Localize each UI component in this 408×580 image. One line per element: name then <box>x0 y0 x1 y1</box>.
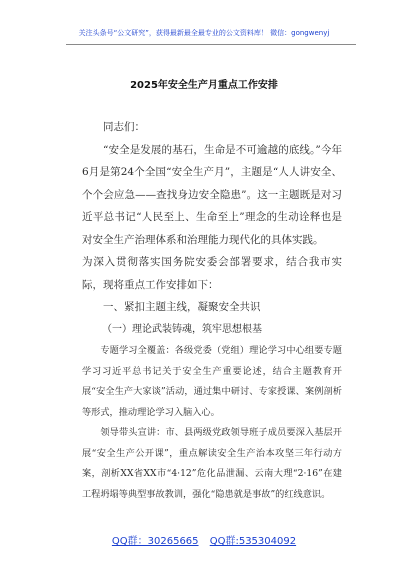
greeting: 同志们： <box>103 121 145 133</box>
intro-paragraph: “安全是发展的基石，生命是不可逾越的底线。”今年6月是第24个全国“安全生产月”，主题是“人人讲安全、个个会应急——查找身边安全隐患”。这一主题既是对习近平总书记“人民至上、生命至上”理念的生动诠释也是对安全生产治理体系和治理能力现代化的具体实践。 <box>82 143 342 246</box>
leadership-paragraph: 领导带头宣讲：市、县两级党政领导班子成员要深入基层开展“安全生产公开课”，重点解读安全生产治本攻坚三年行动方案，剖析XX省XX市“4·12”危化品泄漏、云南大理“2·16”在建工程坍塌等典型事故教训，强化“隐患就是事故”的红线意识。 <box>82 427 342 500</box>
document-body <box>82 116 342 505</box>
qq-group-1[interactable]: QQ群：30265665 <box>111 536 199 547</box>
subsection-heading-1: （一）理论武装铸魂，筑牢思想根基 <box>102 323 262 335</box>
intro-paragraph-2: 为深入贯彻落实国务院安委会部署要求，结合我市实际，现将重点工作安排如下： <box>82 256 342 291</box>
study-paragraph: 专题学习全覆盖：各级党委（党组）理论学习中心组要专题学习习近平总书记关于安全生产重要论述，结合主题教育开展“安全生产大家谈”活动，通过集中研讨、专家授课、案例剖析等形式，推动理论学习入脑入心。 <box>82 345 342 418</box>
document-title: 2025年安全生产月重点工作安排 <box>130 80 278 91</box>
header-banner[interactable]: 关注头条号“公文研究”，获得最新最全最专业的公文资料库！ 微信：gongwenyj <box>78 29 330 37</box>
header-divider <box>66 44 356 45</box>
footer-contacts <box>0 532 408 547</box>
qq-group-2[interactable]: QQ群:535304092 <box>209 536 297 547</box>
section-heading-1: 一、紧扣主题主线，凝聚安全共识 <box>103 301 261 313</box>
